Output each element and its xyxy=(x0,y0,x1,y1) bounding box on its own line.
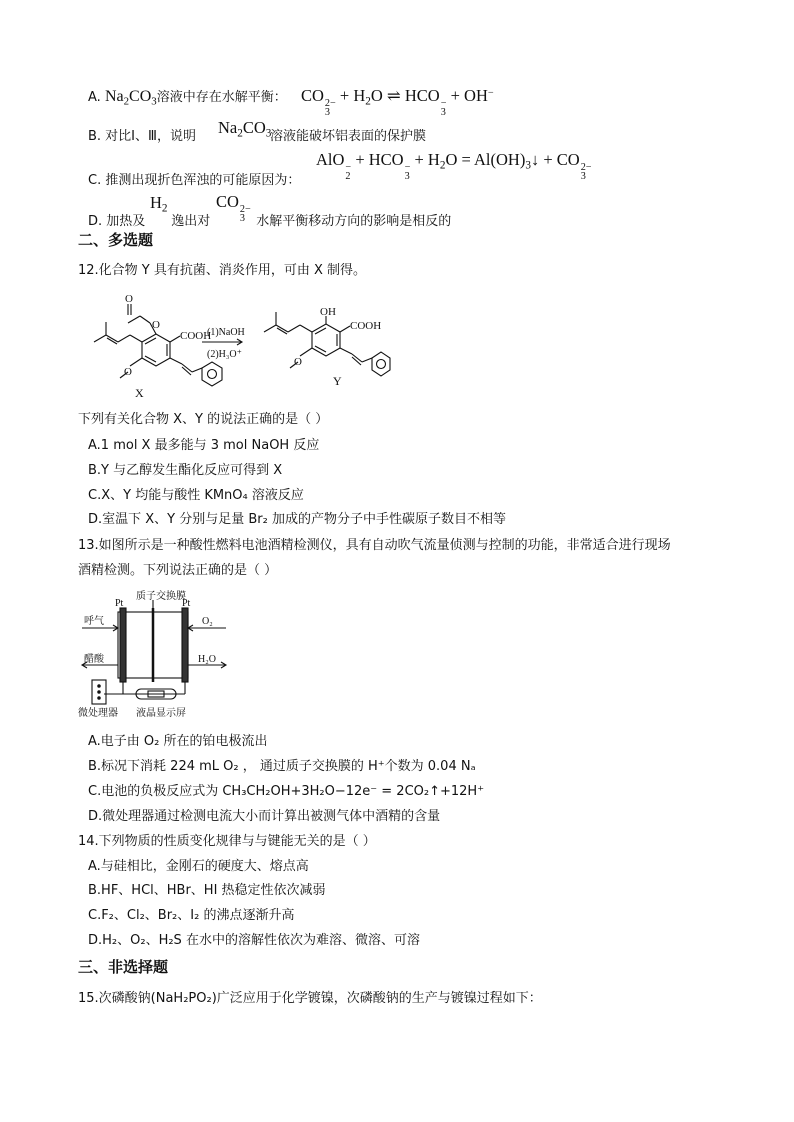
x-methoxy-o: O xyxy=(124,366,132,378)
hydrolysis-equation: CO 2− 3 + $H_2O$ ⇌ HCO − 3 + OH− xyxy=(301,86,494,118)
acetic-acid-label: 醋酸 xyxy=(84,654,104,665)
lcd-label: 液晶显示屏 xyxy=(136,708,186,719)
q14-option-a: A.与硅相比，金刚石的硬度大、熔点高 xyxy=(88,859,309,874)
q12-option-b: B.Y 与乙醇发生酯化反应可得到 X xyxy=(88,463,283,478)
q14-stem: 14.下列物质的性质变化规律与与键能无关的是（ ） xyxy=(78,834,376,849)
q13-option-a: A.电子由 O₂ 所在的铂电极流出 xyxy=(88,734,268,749)
q12-stem: 12.化合物 Y 具有抗菌、消炎作用，可由 X 制得。 xyxy=(78,263,367,278)
q13-option-d: D.微处理器通过检测电流大小而计算出被测气体中酒精的含量 xyxy=(88,809,441,824)
q11-option-a: A. $Na_2CO_3$溶液中存在水解平衡： xyxy=(88,88,287,108)
reagent-step1: (1)NaOH xyxy=(207,327,245,338)
pt-right-label: Pt xyxy=(182,598,191,609)
x-carbonyl-o: O xyxy=(125,293,133,305)
q12-reaction-diagram xyxy=(74,290,394,405)
q12-option-d: D.室温下 X、Y 分别与足量 Br₂ 加成的产物分子中手性碳原子数目不相等 xyxy=(88,512,506,527)
x-cooh: COOH xyxy=(180,330,212,342)
na2co3-formula: $Na_2CO_3$ xyxy=(104,88,157,108)
q14-option-d: D.H₂、O₂、H₂S 在水中的溶解性依次为难溶、微溶、可溶 xyxy=(88,933,420,948)
water-label: H₂O xyxy=(198,654,216,665)
y-oh: OH xyxy=(320,306,336,318)
o2-label: O₂ xyxy=(202,616,213,627)
q11-option-d: D. 加热及 逸出对 水解平衡移动方向的影响是相反的 xyxy=(88,214,452,229)
q11-option-c: C. 推测出现折色浑浊的可能原因为： xyxy=(88,173,301,188)
q12-option-c: C.X、Y 均能与酸性 KMnO₄ 溶液反应 xyxy=(88,488,304,503)
h2-formula: $H_2$ xyxy=(150,193,168,215)
q15-stem: 15.次磷酸钠(NaH₂PO₂)广泛应用于化学镀镍，次磷酸钠的生产与镀镍过程如下： xyxy=(78,991,542,1006)
q13-stem-line2: 酒精检测。下列说法正确的是（ ） xyxy=(78,563,278,578)
q13-option-b: B.标况下消耗 224 mL O₂ ， 通过质子交换膜的 H⁺个数为 0.04 Nₐ xyxy=(88,759,476,774)
label-y: Y xyxy=(333,374,342,388)
membrane-label: 质子交换膜 xyxy=(136,591,186,602)
pt-left-label: Pt xyxy=(115,598,124,609)
q13-option-c: C.电池的负极反应式为 CH₃CH₂OH+3H₂O−12e⁻ = 2CO₂↑+12H⁺ xyxy=(88,784,485,799)
fuel-cell-diagram xyxy=(78,590,248,720)
section-heading-multiple-choice: 二、多选题 xyxy=(78,231,154,249)
precipitation-equation: AlO − 2 + HCO − 3 + $H_2O$ = $Al(OH)_3↓$ + CO 2− 3 xyxy=(316,150,592,182)
x-ester-o: O xyxy=(152,319,160,331)
co3-formula: CO 2− 3 xyxy=(216,192,251,224)
q12-option-a: A.1 mol X 最多能与 3 mol NaOH 反应 xyxy=(88,438,320,453)
q11-option-b: B. 对比Ⅰ、Ⅲ，说明 溶液能破坏铝表面的保护膜 xyxy=(88,129,426,144)
processor-label: 微处理器 xyxy=(78,708,118,719)
na2co3-formula-b: $Na_2CO_3$ xyxy=(218,118,272,140)
reagent-step2: (2)H₃O⁺ xyxy=(207,349,242,360)
y-cooh: COOH xyxy=(350,320,382,332)
q13-stem-line1: 13.如图所示是一种酸性燃料电池酒精检测仪，具有自动吹气流量侦测与控制的功能，非常适合进行现场 xyxy=(78,538,671,553)
q12-question: 下列有关化合物 X、Y 的说法正确的是（ ） xyxy=(78,412,329,427)
breath-label: 呼气 xyxy=(84,616,104,627)
y-methoxy-o: O xyxy=(294,356,302,368)
label-x: X xyxy=(135,386,144,400)
q14-option-b: B.HF、HCl、HBr、HI 热稳定性依次减弱 xyxy=(88,883,326,898)
section-heading-non-choice: 三、非选择题 xyxy=(78,958,169,976)
q14-option-c: C.F₂、Cl₂、Br₂、I₂ 的沸点逐渐升高 xyxy=(88,908,295,923)
